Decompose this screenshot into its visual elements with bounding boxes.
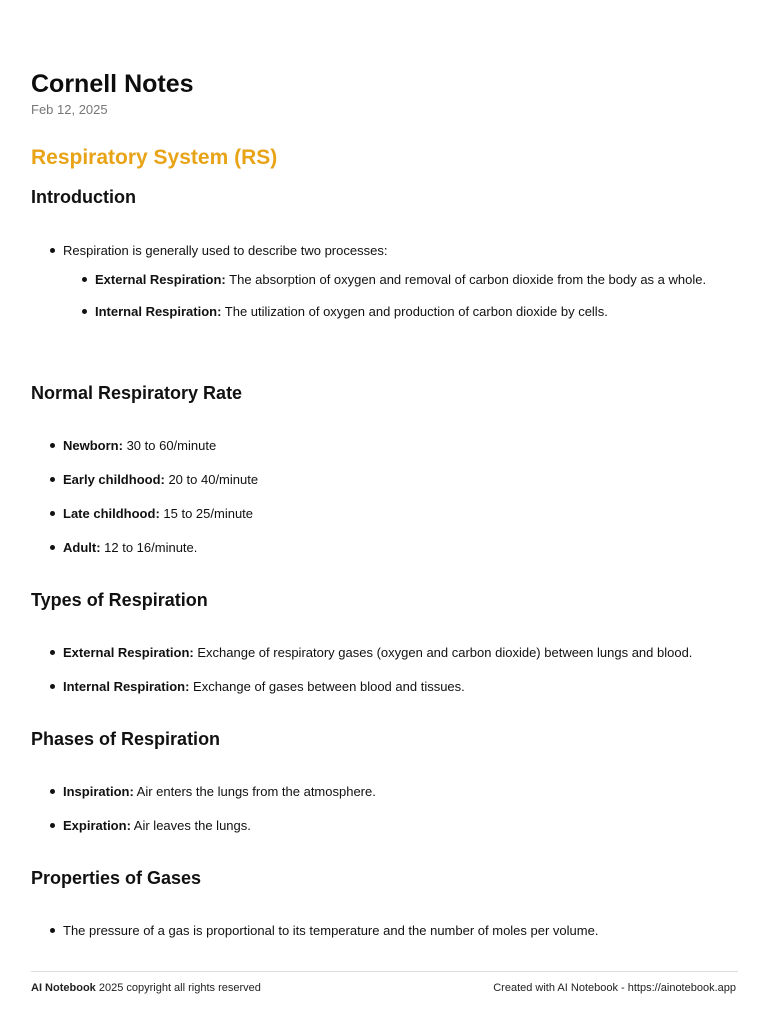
list-item-text: 12 to 16/minute.	[100, 540, 198, 555]
list-item	[63, 438, 216, 454]
list-item-text: Exchange of gases between blood and tissues.	[189, 679, 465, 694]
section-heading-gases: Properties of Gases	[31, 868, 202, 888]
list-item	[63, 243, 387, 259]
topic-heading: Respiratory System (RS)	[31, 146, 278, 169]
list-item-text: Air leaves the lungs.	[130, 818, 251, 833]
bullet-icon	[50, 789, 55, 794]
bullet-icon	[50, 823, 55, 828]
list-item-text: The absorption of oxygen and removal of carbon dioxide from the body as a whole.	[225, 272, 707, 287]
list-item-term: Newborn:	[63, 438, 123, 453]
list-item-term: External Respiration:	[63, 645, 194, 660]
list-item-text: Air enters the lungs from the atmosphere.	[133, 784, 376, 799]
bullet-icon	[50, 511, 55, 516]
list-item-text: 15 to 25/minute	[159, 506, 254, 521]
bullet-icon	[50, 684, 55, 689]
bullet-icon	[50, 248, 55, 253]
list-item	[95, 304, 608, 320]
list-item-term: Adult:	[63, 540, 101, 555]
list-item-text: Exchange of respiratory gases (oxygen and carbon dioxide) between lungs and blood.	[193, 645, 693, 660]
list-item	[95, 272, 706, 288]
list-item-text: The pressure of a gas is proportional to its temperature and the number of moles per volume.	[63, 923, 599, 938]
section-heading-respiratory-rate: Normal Respiratory Rate	[31, 383, 243, 403]
bullet-icon	[82, 309, 87, 314]
list-item	[63, 818, 251, 834]
footer-copyright-text: 2025 copyright all rights reserved	[95, 982, 261, 994]
list-item	[63, 923, 598, 939]
list-item-term: Internal Respiration:	[63, 679, 190, 694]
list-item-term: Expiration:	[63, 818, 131, 833]
footer-divider	[31, 971, 738, 972]
bullet-icon	[50, 928, 55, 933]
list-item-text: Respiration is generally used to describe two processes:	[63, 243, 388, 258]
bullet-icon	[50, 545, 55, 550]
list-item-text: The utilization of oxygen and production of carbon dioxide by cells.	[221, 304, 608, 319]
section-heading-introduction: Introduction	[31, 187, 136, 207]
bullet-icon	[50, 477, 55, 482]
footer-brand: AI Notebook	[31, 982, 96, 994]
list-item	[63, 679, 465, 695]
list-item-term: Inspiration:	[63, 784, 134, 799]
footer-credit: Created with AI Notebook - https://ainotebook.app	[493, 982, 736, 994]
list-item-term: Early childhood:	[63, 472, 165, 487]
note-date: Feb 12, 2025	[31, 102, 108, 117]
list-item	[63, 540, 197, 556]
page-title: Cornell Notes	[31, 70, 194, 98]
list-item	[63, 472, 258, 488]
bullet-icon	[82, 277, 87, 282]
footer-copyright	[31, 982, 261, 994]
bullet-icon	[50, 443, 55, 448]
list-item-text: 30 to 60/minute	[122, 438, 217, 453]
list-item-text: 20 to 40/minute	[164, 472, 259, 487]
bullet-icon	[50, 650, 55, 655]
section-heading-phases: Phases of Respiration	[31, 729, 221, 749]
list-item	[63, 784, 376, 800]
list-item	[63, 506, 253, 522]
list-item-term: Internal Respiration:	[95, 304, 222, 319]
list-item-term: External Respiration:	[95, 272, 226, 287]
section-heading-types: Types of Respiration	[31, 590, 208, 610]
list-item	[63, 645, 692, 661]
list-item-term: Late childhood:	[63, 506, 160, 521]
